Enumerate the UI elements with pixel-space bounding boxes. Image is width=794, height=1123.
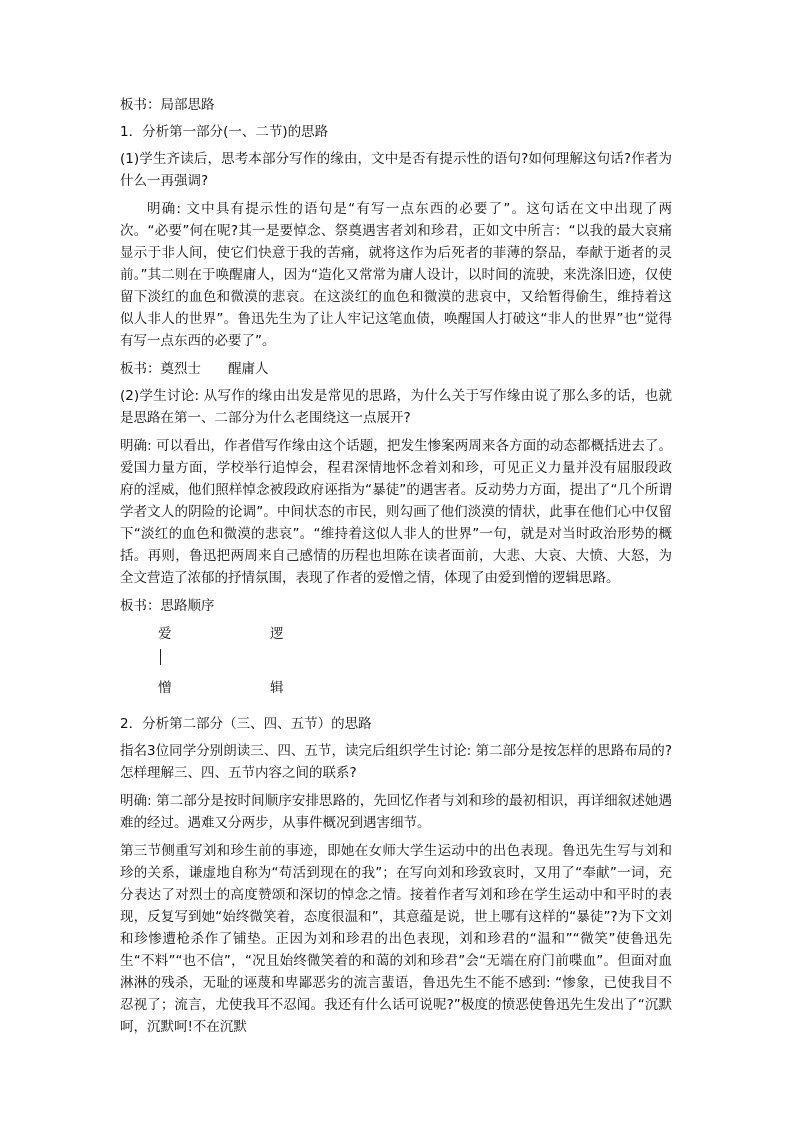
diagram-logic-2: 辑 [270, 680, 284, 696]
answer-1: 明确: 文中具有提示性的语句是“有写一点东西的必要了”。这句话在文中出现了两次。“必要”何在呢?其一是要悼念、祭奠遇害者刘和珍君，正如文中所言：“以我的最大哀痛显示于非人间，使它们快意于我的苦痛，就将这作为后死者的菲薄的祭品，奉献于逝者的灵前。”其二则在于唤醒庸人，因为“造化又常常为庸人设计，以时间的流驶，来洗涤旧迹，仅使留下淡红的血色和微漠的悲哀。在这淡红的血色和微漠的悲哀中，又给暂得偷生，维持着这似人非人的世界”。鲁迅先生为了让人牢记这笔血债，唤醒国人打破这“非人的世界”也“觉得有写一点东西的必要了”。 [120, 201, 672, 349]
question-1: (1)学生齐读后，思考本部分写作的缘由，文中是否有提示性的语句?如何理解这句话?作者为什么一再强调? [120, 151, 672, 189]
answer-3: 明确: 第二部分是按时间顺序安排思路的，先回忆作者与刘和珍的最初相识，再详细叙述她遇难的经过。遇难又分两步，从事件概况到遇害细节。 [120, 793, 672, 831]
blackboard-note-3: 板书：思路顺序 [120, 598, 215, 614]
answer-2: 明确: 可以看出，作者借写作缘由这个话题，把发生惨案两周来各方面的动态都概括进去了。爱国力量方面，学校举行追悼会，程君深情地怀念着刘和珍，可见正义力量并没有屈服段政府的淫威，他们照样悼念被段政府诬指为“暴徒”的遇害者。反动势力方面，提出了“几个所谓学者文人的阴险的论调”。中间状态的市民，则勾画了他们淡漠的情状，此事在他们心中仅留下“淡红的血色和微漠的悲哀”。“维持着这似人非人的世界”一句，就是对当时政治形势的概括。再则，鲁迅把两周来自己感情的历程也坦陈在读者面前，大悲、大哀、大愤、大怒，为全文营造了浓郁的抒情氛围，表现了作者的爱憎之情，体现了由爱到憎的逻辑思路。 [120, 438, 672, 586]
blackboard-note-1: 板书：局部思路 [120, 97, 215, 113]
diagram-hate: 憎 [158, 680, 172, 696]
diagram-connector-line [160, 649, 161, 665]
question-3: 指名3位同学分别朗读三、四、五节，读完后组织学生讨论: 第二部分是按怎样的思路布局的?怎样理解三、四、五节内容之间的联系? [120, 743, 672, 781]
paragraph-section-3: 第三节侧重写刘和珍生前的事迹，即她在女师大学生运动中的出色表现。鲁迅先生写与刘和珍的关系，谦虚地自称为“苟活到现在的我”；在写向刘和珍致哀时，又用了“奉献”一词，充分表达了对烈士的高度赞颂和深切的悼念之情。接着作者写刘和珍在学生运动中和平时的表现，反复写到她“始终微笑着，态度很温和”，其意蕴是说，世上哪有这样的“暴徒”?为下文刘和珍惨遭枪杀作了铺垫。正因为刘和珍君的出色表现，刘和珍君的“温和”“微笑”使鲁迅先生“不料”“也不信”，“况且始终微笑着的和蔼的刘和珍君”会“无端在府门前喋血”。但面对血淋淋的残杀，无耻的诬蔑和卑鄙恶劣的流言蜚语，鲁迅先生不能不感到: “惨象，已使我目不忍视了；流言，尤使我耳不忍闻。我还有什么话可说呢?”极度的愤恶使鲁迅先生发出了“沉默呵，沉默呵!不在沉默 [120, 843, 672, 1035]
document-body [120, 94, 672, 1044]
diagram-love: 爱 [158, 626, 172, 642]
question-2: (2)学生讨论: 从写作的缘由出发是常见的思路，为什么关于写作缘由说了那么多的话，也就是思路在第一、二部分为什么老围绕这一点展开? [120, 388, 672, 426]
section-2-title: 2．分析第二部分（三、四、五节）的思路 [120, 716, 372, 732]
blackboard-note-2: 板书：奠烈士 醒庸人 [120, 361, 269, 377]
section-1-title: 1．分析第一部分(一、二节)的思路 [120, 124, 329, 140]
thinking-order-diagram [120, 623, 672, 707]
diagram-logic-1: 逻 [270, 626, 284, 642]
